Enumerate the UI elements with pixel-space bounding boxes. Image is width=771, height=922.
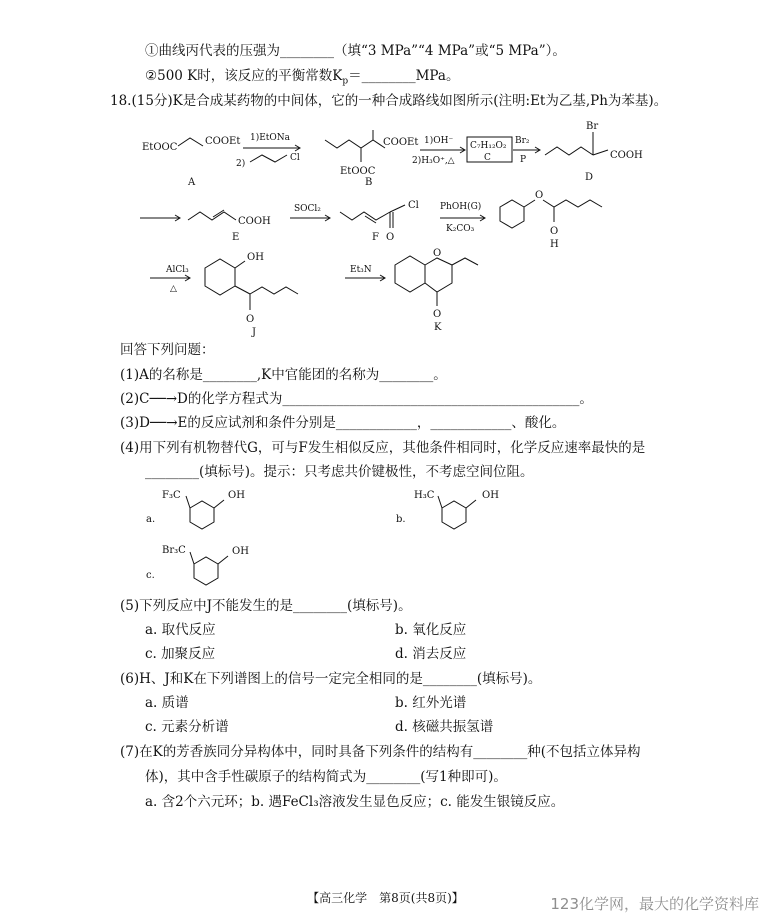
step4-reagent: SOCl₂ — [294, 204, 321, 214]
q17-part2-rest: ＝________MPa。 — [348, 68, 460, 84]
question-2: (2)C──→D的化学方程式为____________________________________________。 — [120, 391, 593, 407]
K-ring-oxygen: O — [433, 248, 442, 259]
question-1: (1)A的名称是________,K中官能团的名称为________。 — [120, 367, 447, 383]
K-carbonyl-oxygen: O — [433, 309, 442, 320]
q17-part2-text: ②500 K时，该反应的平衡常数K — [145, 68, 343, 84]
D-label: D — [585, 172, 594, 183]
K-label: K — [434, 322, 442, 333]
C-label: C — [484, 153, 491, 163]
option-c-label: c. — [146, 570, 155, 581]
step5-reagent2: K₂CO₃ — [446, 224, 475, 234]
question-4-line-1: (4)用下列有机物替代G，可与F发生相似反应，其他条件相同时，化学反应速率最快的是 — [120, 440, 646, 456]
option-a-substituent: F₃C — [162, 490, 181, 501]
q17-part2-sub: p — [342, 76, 349, 87]
question-3: (3)D──→E的反应试剂和条件分别是____________，____________、酸化。 — [120, 415, 566, 431]
B-ester-bottom: EtOOC — [340, 166, 376, 177]
J-hydroxyl: OH — [247, 252, 264, 263]
A-right-group: COOEt — [205, 136, 241, 147]
option-c-hydroxyl: OH — [232, 546, 249, 557]
step2-reagent1: 1)OH⁻ — [424, 136, 454, 146]
option-b-hydroxyl: OH — [482, 490, 499, 501]
question-6-option-d: d. 核磁共振氢谱 — [395, 719, 494, 735]
question-6-option-a: a. 质谱 — [145, 695, 189, 711]
q18-header: 18.(15分)K是合成某药物的中间体，它的一种合成路线如图所示(注明:Et为乙基,Ph为苯基)。 — [110, 93, 668, 109]
question-4-options — [0, 480, 771, 590]
step1-reagent2: 2) — [236, 159, 246, 169]
option-b-substituent: H₃C — [414, 490, 435, 501]
step2-reagent2: 2)H₃O⁺,△ — [412, 156, 455, 166]
D-bromo: Br — [586, 121, 599, 132]
question-6-option-c: c. 元素分析谱 — [145, 719, 229, 735]
A-left-group: EtOOC — [142, 142, 178, 153]
question-5-option-a: a. 取代反应 — [145, 622, 216, 638]
step1-reagent1: 1)EtONa — [250, 133, 291, 143]
J-carbonyl-oxygen: O — [246, 314, 255, 325]
B-ester-top: COOEt — [383, 137, 419, 148]
step1-chloride: Cl — [290, 153, 300, 163]
question-5-option-c: c. 加聚反应 — [145, 646, 216, 662]
question-5-option-d: d. 消去反应 — [395, 646, 467, 662]
H-ester-oxygen: O — [535, 190, 544, 201]
option-b-label: b. — [396, 514, 406, 525]
question-5: (5)下列反应中J不能发生的是________(填标号)。 — [120, 598, 412, 614]
J-label: J — [252, 327, 257, 338]
H-carbonyl-oxygen: O — [550, 226, 559, 237]
question-7-line-3: a. 含2个六元环；b. 遇FeCl₃溶液发生显色反应；c. 能发生银镜反应。 — [145, 794, 565, 810]
q17-part1: ①曲线丙代表的压强为________（填“3 MPa”“4 MPa”或“5 MPa”）。 — [145, 43, 566, 59]
F-oxygen: O — [386, 232, 395, 243]
question-5-option-b: b. 氧化反应 — [395, 622, 467, 638]
question-4-line-2: ________(填标号)。提示：只考虑共价键极性，不考虑空间位阻。 — [145, 464, 534, 480]
answer-intro: 回答下列问题： — [120, 342, 215, 358]
step3-reagent2: P — [520, 155, 527, 165]
question-7-line-2: 体)，其中含手性碳原子的结构简式为________(写1种即可)。 — [145, 769, 507, 785]
B-label: B — [365, 177, 373, 188]
F-chloride: Cl — [408, 200, 419, 211]
watermark: 123化学网，最大的化学资料库 — [550, 895, 759, 913]
F-label: F — [372, 232, 379, 243]
step5-reagent1: PhOH(G) — [440, 202, 482, 212]
E-acid: COOH — [238, 216, 271, 227]
option-a-label: a. — [146, 514, 156, 525]
page-footer: 【高三化学 第8页(共8页)】 — [307, 891, 464, 905]
question-6: (6)H、J和K在下列谱图上的信号一定完全相同的是________(填标号)。 — [120, 671, 542, 687]
q17-part2 — [145, 67, 459, 91]
synthesis-scheme — [0, 110, 771, 350]
question-7-line-1: (7)在K的芳香族同分异构体中，同时具备下列条件的结构有________种(不包括立体异构 — [120, 744, 641, 760]
step7-reagent: Et₃N — [350, 265, 372, 275]
C-formula: C₇H₁₂O₂ — [470, 141, 507, 151]
H-label: H — [550, 239, 559, 250]
step6-condition: △ — [170, 284, 177, 294]
step3-reagent1: Br₂ — [515, 136, 530, 146]
D-acid: COOH — [610, 150, 643, 161]
E-label: E — [232, 232, 240, 243]
question-6-option-b: b. 红外光谱 — [395, 695, 467, 711]
step6-reagent: AlCl₃ — [166, 265, 189, 275]
option-c-substituent: Br₃C — [162, 545, 186, 556]
option-a-hydroxyl: OH — [228, 490, 245, 501]
A-label: A — [188, 177, 196, 188]
